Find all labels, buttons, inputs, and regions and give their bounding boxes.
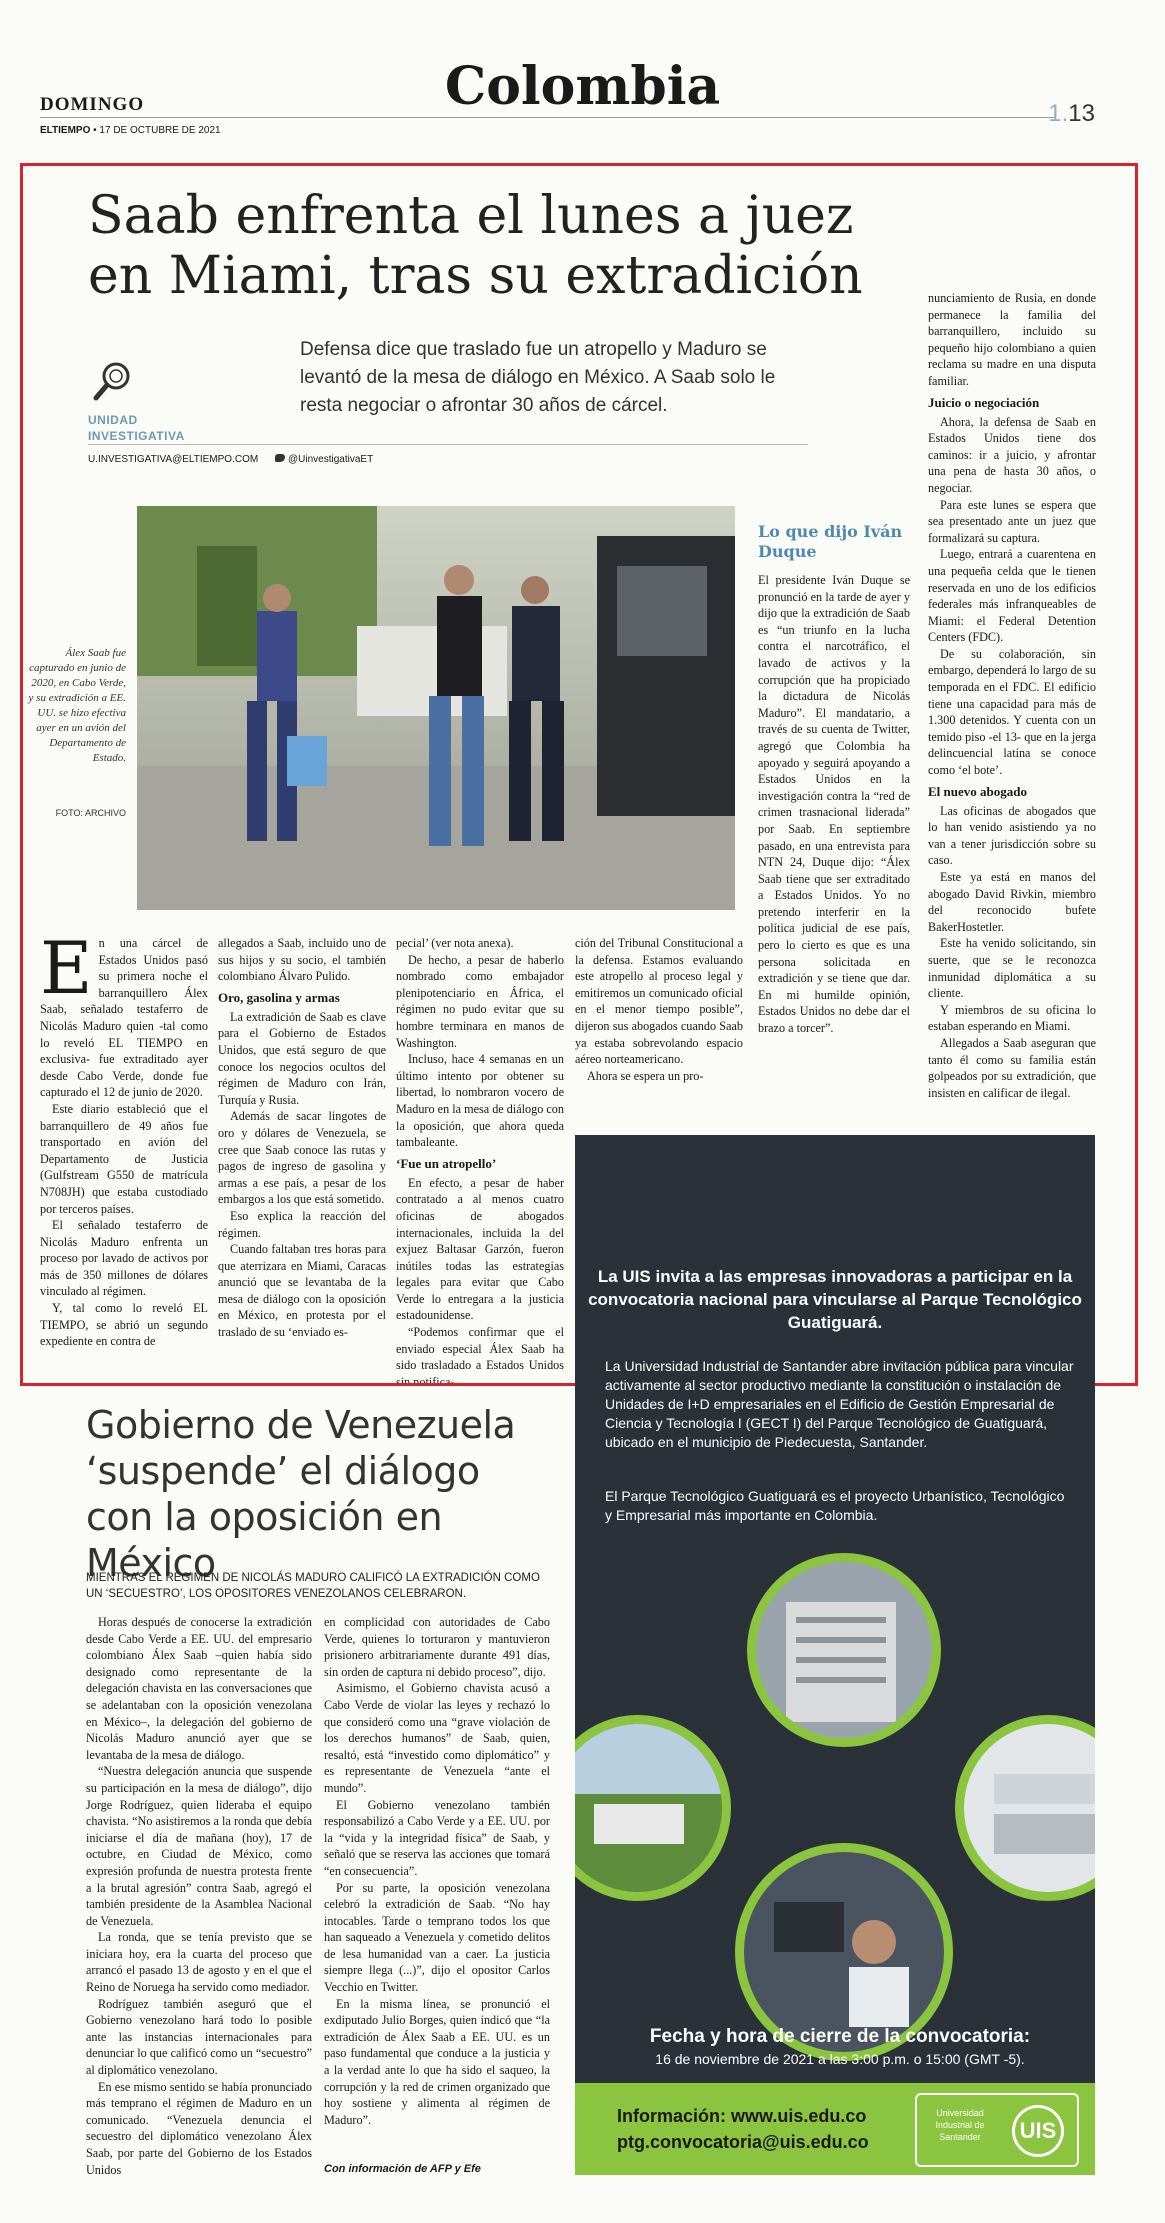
paragraph: Este diario estableció que el barranquillero de 49 años fue transportado en avión del Departamento de Justicia (Gulfstream G550 de matrícula N708JH) que estaba custodiado por terceros países. bbox=[40, 1101, 208, 1216]
paragraph: Las oficinas de abogados que lo han venido asistiendo ya no van a tener jurisdicción sobre su caso. bbox=[928, 803, 1096, 868]
story2-column-2 bbox=[324, 1614, 550, 2128]
paragraph: En la misma línea, se pronunció el exdiputado Julio Borges, quien indicó que “la extradición de Álex Saab a EE. UU. es un paso fundamental que conduce a la justicia y a la verdad ante lo que ha sido el saqueo, la corrupción y la red de crimen organizado que hoy sostiene y alimenta al régimen de Maduro”. bbox=[324, 1996, 550, 2127]
uis-advertisement bbox=[575, 1135, 1095, 2175]
headline: Saab enfrenta el lunes a juez en Miami, tras su extradición bbox=[88, 186, 863, 306]
magnifier-icon bbox=[88, 356, 138, 406]
news-photo bbox=[137, 506, 735, 910]
story1-column-5 bbox=[928, 290, 1096, 1101]
paragraph: En ese mismo sentido se había pronunciado más temprano el régimen de Maduro en un comunicado. “Venezuela denuncia el secuestro del diplomático venezolano Álex Saab, por parte del Gobierno de los Estados Unidos bbox=[86, 2079, 312, 2177]
subheading: Oro, gasolina y armas bbox=[218, 989, 340, 1005]
photo-caption: Álex Saab fue capturado en junio de 2020, en Cabo Verde, y su extradición a EE. UU. se hizo efectiva ayer en un avión del Departamento de Estado. bbox=[28, 647, 126, 764]
ad-body-2: El Parque Tecnológico Guatiguará es el proyecto Urbanístico, Tecnológico y Empresarial más importante en Colombia. bbox=[605, 1488, 1065, 1523]
drop-cap: E bbox=[40, 926, 93, 1010]
subheading: El nuevo abogado bbox=[928, 783, 1027, 799]
byline-twitter[interactable]: @UinvestigativaET bbox=[275, 454, 373, 465]
ad-headline: La UIS invita a las empresas innovadoras a participar en la convocatoria nacional para vincularse al Parque Tecnológico Guatiguará. bbox=[588, 1267, 1082, 1332]
paragraph: Allegados a Saab aseguran que tanto él como su familia están golpeados por su extradición, que insisten en calificar de ilegal. bbox=[928, 1035, 1096, 1100]
paragraph: Eso explica la reacción del régimen. bbox=[218, 1208, 386, 1240]
paragraph: Este ya está en manos del abogado David Rivkin, miembro del reconocido bufete BakerHostetler. bbox=[928, 870, 1096, 934]
paragraph: Ahora, la defensa de Saab en Estados Unidos tiene dos caminos: ir a juicio, y afrontar una pena de hasta 30 años, o negociar. bbox=[928, 414, 1096, 495]
paragraph: De su colaboración, sin embargo, dependerá lo largo de su temporada en el FDC. El edificio tiene una capacidad para más de 1.300 detenidos. Y cuenta con un temido piso -el 13- que en la jerga delincuencial latina se conoce como ‘el bote’. bbox=[928, 646, 1096, 778]
story2-credit: Con información de AFP y Efe bbox=[324, 2163, 481, 2175]
ad-photo-campus bbox=[575, 1715, 731, 1901]
deck-rule bbox=[88, 444, 808, 445]
paragraph: Y, tal como lo reveló EL TIEMPO, se abrió un segundo expediente en contra de bbox=[40, 1301, 208, 1349]
ad-contact: Información: www.uis.edu.co ptg.convocatoria@uis.edu.co bbox=[617, 2106, 869, 2152]
ad-photo-lab bbox=[955, 1715, 1095, 1901]
paragraph: n una cárcel de Estados Unidos pasó su primera noche el barranquillero Álex Saab, señalado testaferro de Nicolás Maduro quien -tal como lo reveló EL TIEMPO en exclusiva- fue extraditado ayer desde Cabo Verde, donde fue capturado el 12 de junio de 2020. bbox=[40, 936, 208, 1100]
paragraph: Además de sacar lingotes de oro y dólares de Venezuela, se cree que Saab conoce las rutas y pagos de ingreso de gasolina y armas a ese país, a pesar de los embargos a los que está sometido. bbox=[218, 1109, 386, 1207]
story1-column-1 bbox=[40, 926, 208, 1350]
uis-logo-mark: UIS bbox=[1012, 2105, 1064, 2157]
paragraph: en complicidad con autoridades de Cabo Verde, quienes lo torturaron y mantuvieron prisionero arbitrariamente durante 491 días, sin orden de captura ni debido proceso”, dijo. bbox=[324, 1615, 550, 1679]
day-label: DOMINGO bbox=[40, 94, 145, 115]
paper-date: ELTIEMPO • 17 DE OCTUBRE DE 2021 bbox=[40, 125, 221, 136]
story1-column-3 bbox=[396, 935, 564, 1390]
photo-credit: FOTO: ARCHIVO bbox=[55, 808, 126, 818]
paragraph: Cuando faltaban tres horas para que aterrizara en Miami, Caracas anunció que se levantaba de la mesa de diálogo con la oposición en México, en protesta por el traslado de su ‘enviado es- bbox=[218, 1242, 386, 1340]
deck: Defensa dice que traslado fue un atropello y Maduro se levantó de la mesa de diálogo en México. A Saab solo le resta negociar o afrontar 30 años de cárcel. bbox=[300, 339, 776, 416]
paragraph: ción del Tribunal Constitucional a la defensa. Estamos evaluando este atropello al proceso legal y emitiremos un comunicado oficial en el menor tiempo posible”, dijeron sus abogados cuando Saab ya estaba sobrevolando espacio aéreo norteamericano. bbox=[575, 936, 743, 1067]
ad-deadline-title: Fecha y hora de cierre de la convocatoria: bbox=[649, 2026, 1031, 2047]
story2-headline: Gobierno de Venezuela ‘suspende’ el diálogo con la oposición en México bbox=[86, 1403, 516, 1585]
paragraph: Por su parte, la oposición venezolana celebró la extradición de Saab. “No hay intocables. Tarde o temprano todos los que han saqueado a Venezuela y cometido delitos de lesa humanidad van a caer. La justicia siempre llega (...)”, dijo el opositor Carlos Vecchio en Twitter. bbox=[324, 1880, 550, 1995]
page-number: 1.13 bbox=[1048, 100, 1095, 127]
ad-url[interactable]: www.uis.edu.co bbox=[731, 2106, 867, 2126]
paragraph: “Podemos confirmar que el enviado especial Álex Saab ha sido trasladado a Estados Unidos sin notifica- bbox=[396, 1325, 564, 1389]
story2-column-1 bbox=[86, 1614, 312, 2178]
sidebar-title: Lo que dijo Iván Duque bbox=[758, 522, 903, 561]
paragraph: allegados a Saab, incluido uno de sus hijos y su socio, el también colombiano Álvaro Pulido. bbox=[218, 936, 386, 984]
paragraph: La extradición de Saab es clave para el Gobierno de Estados Unidos, que está seguro de que conoce los negocios ocultos del régimen de Maduro con Irán, Turquía y Rusia. bbox=[218, 1009, 386, 1107]
section-title: Colombia bbox=[444, 56, 721, 117]
sidebar-text: El presidente Iván Duque se pronunció en la tarde de ayer y dijo que la extradición de Saab es “un triunfo en la lucha contra el narcotráfico, el lavado de activos y la corrupción que ha propiciado la dictadura de Nicolás Maduro”. El mandatario, a través de su cuenta de Twitter, agregó que Colombia ha apoyado y seguirá apoyando a Estados Unidos en la investigación contra la “red de crimen trasnacional liderada” por Saab. En septiembre pasado, en una entrevista para NTN 24, Duque dijo: “Álex Saab tiene que ser extraditado a Estados Unidos. Yo no pretendo interferir en la política judicial de ese país, pero lo cierto es que es una persona solicitada en extradición y se tiene que dar. En mi humilde opinión, Estados Unidos no debe dar el brazo a torcer”. bbox=[758, 573, 910, 1036]
paragraph: Horas después de conocerse la extradición desde Cabo Verde a EE. UU. del empresario colombiano Álex Saab –quien había sido designado como representante de la delegación chavista en las conversaciones que se adelantaban con la oposición venezolana en México–, la delegación del gobierno de Nicolás Maduro anunció ayer que se levantaba de la mesa de diálogo. bbox=[86, 1615, 312, 1762]
paragraph: Luego, entrará a cuarentena en una pequeña celda que le tienen reservada en uno de los edificios federales más infranqueables de Miami: el Federal Detention Centers (FDC). bbox=[928, 547, 1096, 645]
paragraph: De hecho, a pesar de haberlo nombrado como embajador plenipotenciario en África, el régimen no pudo evitar que su hombre terminara en manos de Washington. bbox=[396, 952, 564, 1050]
paragraph: Ahora se espera un pro- bbox=[587, 1068, 704, 1083]
story2-subhead: MIENTRAS EL RÉGIMEN DE NICOLÁS MADURO CALIFICÓ LA EXTRADICIÓN COMO UN ‘SECUESTRO’, LOS OPOSITORES VENEZOLANOS CELEBRARON. bbox=[86, 1572, 540, 1600]
byline-email[interactable]: U.INVESTIGATIVA@ELTIEMPO.COM bbox=[88, 454, 259, 465]
paragraph: nunciamiento de Rusia, en donde permanece la familia del barranquillero, incluido su pequeño hijo colombiano a quien reclama su madre en una disputa familiar. bbox=[928, 291, 1096, 388]
paragraph: La ronda, que se tenía previsto que se iniciara hoy, era la cuarta del proceso que arrancó el pasado 13 de agosto y en el que el Reino de Noruega ha servido como mediador. bbox=[86, 1930, 312, 1995]
header-rule bbox=[40, 117, 1055, 118]
paragraph: Y miembros de su oficina lo estaban esperando en Miami. bbox=[928, 1002, 1096, 1034]
paragraph: Rodríguez también aseguró que el Gobierno venezolano hará todo lo posible ante las instancias internacionales para denunciar lo que calificó como un “secuestro” al diplomático venezolano. bbox=[86, 1996, 312, 2078]
paragraph: “Nuestra delegación anuncia que suspende su participación en la mesa de diálogo”, dijo Jorge Rodríguez, quien lideraba el equipo chavista. “No asistiremos a la ronda que debía iniciarse el día de mañana (hoy), 17 de octubre, en Ciudad de México, como expresión profunda de nuestra protesta frente a la brutal agresión” contra Saab, agregó el también presidente de la Asamblea Nacional de Venezuela. bbox=[86, 1764, 312, 1928]
uis-logo: Universidad Industrial de Santander UIS bbox=[915, 2093, 1079, 2167]
ad-body: La Universidad Industrial de Santander abre invitación pública para vincular activamente al sector productivo mediante la constitución o instalación de Unidades de I+D empresariales en el Edificio de Gestión Empresarial de Ciencia y Tecnología I (GECT I) del Parque Tecnológico de Guatiguará, ubicado en el municipio de Piedecuesta, Santander. bbox=[605, 1358, 1074, 1450]
ad-deadline: 16 de noviembre de 2021 a las 3:00 p.m. o 15:00 (GMT -5). bbox=[655, 2051, 1025, 2067]
paragraph: Asimismo, el Gobierno chavista acusó a Cabo Verde de violar las leyes y rechazó lo que consideró como una “grave violación de los derechos humanos” de Saab, quien, resaltó, está “investido como diplomático” y es representante de Venezuela “ante el mundo”. bbox=[324, 1681, 550, 1795]
story1-column-2 bbox=[218, 935, 386, 1341]
department-label: UNIDAD INVESTIGATIVA bbox=[88, 413, 185, 443]
story1-column-4 bbox=[575, 935, 743, 1084]
paragraph: Para este lunes se espera que sea presentado ante un juez que formalizará su captura. bbox=[928, 497, 1096, 545]
paragraph: El Gobierno venezolano también responsabilizó a Cabo Verde y a EE. UU. por la “vida y la integridad física” de Saab, y señaló que se reserva las acciones que tomará “en consecuencia”. bbox=[324, 1797, 550, 1878]
paragraph: pecial’ (ver nota anexa). bbox=[396, 936, 514, 950]
paragraph: Este ha venido solicitando, sin suerte, que se le reconozca inmunidad diplomática a su cliente. bbox=[928, 936, 1096, 1001]
twitter-icon bbox=[275, 454, 285, 462]
paragraph: El señalado testaferro de Nicolás Maduro enfrenta un proceso por lavado de activos por más de 350 millones de dólares vinculado al régimen. bbox=[40, 1218, 208, 1299]
subheading: Juicio o negociación bbox=[928, 394, 1040, 410]
ad-email[interactable]: ptg.convocatoria@uis.edu.co bbox=[617, 2132, 869, 2152]
paragraph: En efecto, a pesar de haber contratado a al menos cuatro oficinas de abogados internacionales, incluida la del exjuez Baltasar Garzón, fueron inútiles todas las estrategias legales para evitar que Cabo Verde lo entregara a la justicia estadounidense. bbox=[396, 1175, 564, 1323]
paragraph: Incluso, hace 4 semanas en un último intento por obtener su libertad, lo nombraron vocero de Maduro en la mesa de diálogo con la oposición, que ahora queda tambaleante. bbox=[396, 1052, 564, 1150]
ad-photo-building bbox=[747, 1553, 941, 1747]
subheading: ‘Fue un atropello’ bbox=[396, 1155, 497, 1171]
